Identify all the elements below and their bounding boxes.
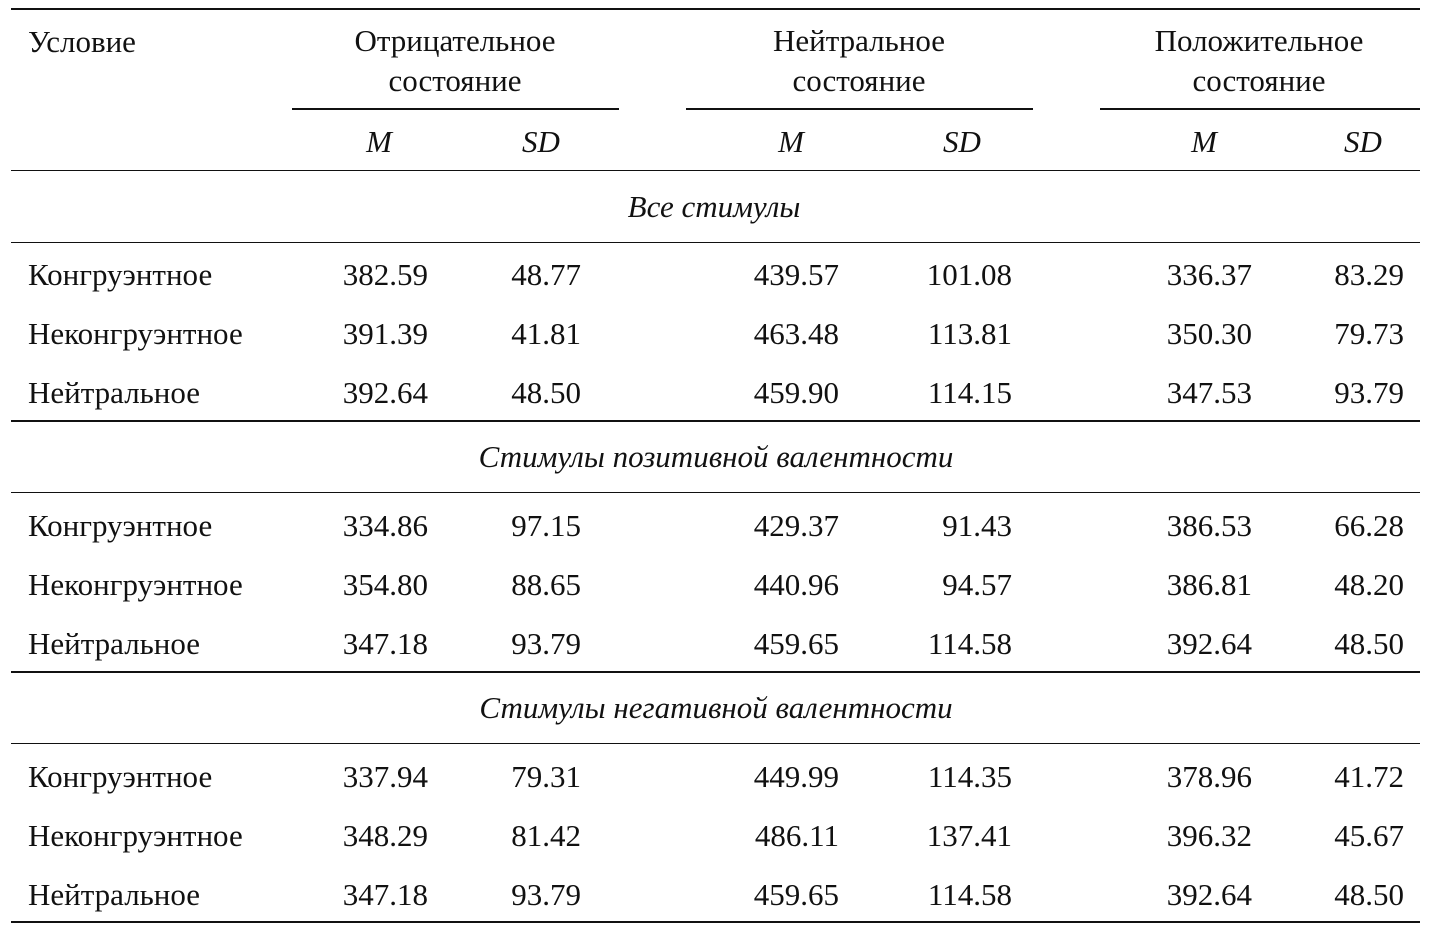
row-label: Нейтральное xyxy=(28,626,201,661)
sd-cell: 66.28 xyxy=(1334,508,1404,543)
group-header-line: состояние xyxy=(1192,63,1326,98)
sd-cell: 94.57 xyxy=(942,567,1012,602)
sd-cell: 114.15 xyxy=(927,375,1012,410)
mean-cell: 440.96 xyxy=(753,567,839,602)
sd-cell: 88.65 xyxy=(511,567,581,602)
group-header-line: Отрицательное xyxy=(354,23,556,58)
sd-cell: 93.79 xyxy=(1334,375,1404,410)
mean-cell: 459.65 xyxy=(753,626,839,661)
row-label: Конгруэнтное xyxy=(28,508,213,543)
sd-column-header: SD xyxy=(1344,124,1382,159)
header-bottom-rule xyxy=(11,170,1420,171)
section-title: Стимулы позитивной валентности xyxy=(478,439,954,474)
sd-cell: 79.73 xyxy=(1334,316,1404,351)
mean-cell: 354.80 xyxy=(342,567,428,602)
sd-cell: 137.41 xyxy=(926,818,1012,853)
m-column-header: M xyxy=(1191,124,1217,159)
mean-cell: 486.11 xyxy=(754,818,839,853)
mean-cell: 334.86 xyxy=(342,508,428,543)
mean-cell: 439.57 xyxy=(753,257,839,292)
row-label: Неконгруэнтное xyxy=(28,567,243,602)
mean-cell: 449.99 xyxy=(753,759,839,794)
sd-cell: 41.72 xyxy=(1334,759,1404,794)
bottom-rule xyxy=(11,921,1420,923)
mean-cell: 382.59 xyxy=(342,257,428,292)
sd-cell: 45.67 xyxy=(1334,818,1404,853)
group-header-positive xyxy=(1155,21,1364,101)
mean-cell: 350.30 xyxy=(1166,316,1252,351)
mean-cell: 378.96 xyxy=(1166,759,1252,794)
top-rule xyxy=(11,8,1420,10)
mean-cell: 429.37 xyxy=(753,508,839,543)
section-rule xyxy=(11,242,1420,243)
mean-cell: 392.64 xyxy=(1166,877,1252,912)
mean-cell: 459.65 xyxy=(753,877,839,912)
sd-cell: 114.58 xyxy=(927,877,1012,912)
sd-cell: 48.20 xyxy=(1334,567,1404,602)
sd-cell: 91.43 xyxy=(942,508,1012,543)
row-label: Неконгруэнтное xyxy=(28,316,243,351)
group-underline-positive xyxy=(1100,108,1420,110)
group-header-negative xyxy=(354,21,555,101)
sd-cell: 114.58 xyxy=(927,626,1012,661)
row-label: Нейтральное xyxy=(28,375,201,410)
sd-column-header: SD xyxy=(943,124,981,159)
mean-cell: 386.81 xyxy=(1166,567,1252,602)
sd-column-header: SD xyxy=(522,124,560,159)
sd-cell: 48.77 xyxy=(511,257,581,292)
sd-cell: 113.81 xyxy=(927,316,1012,351)
row-label: Нейтральное xyxy=(28,877,201,912)
group-underline-negative xyxy=(292,108,619,110)
mean-cell: 347.18 xyxy=(342,626,428,661)
section-rule xyxy=(11,420,1420,422)
group-header-line: Положительное xyxy=(1154,23,1364,58)
sd-cell: 93.79 xyxy=(511,877,581,912)
mean-cell: 391.39 xyxy=(342,316,428,351)
mean-cell: 459.90 xyxy=(753,375,839,410)
sd-cell: 97.15 xyxy=(511,508,581,543)
condition-header: Условие xyxy=(28,24,136,59)
mean-cell: 337.94 xyxy=(342,759,428,794)
section-rule xyxy=(11,671,1420,673)
row-label: Неконгруэнтное xyxy=(28,818,243,853)
row-label: Конгруэнтное xyxy=(28,759,213,794)
mean-cell: 336.37 xyxy=(1166,257,1252,292)
mean-cell: 463.48 xyxy=(753,316,839,351)
mean-cell: 392.64 xyxy=(1166,626,1252,661)
section-title: Все стимулы xyxy=(627,189,801,224)
sd-cell: 93.79 xyxy=(511,626,581,661)
mean-cell: 347.18 xyxy=(342,877,428,912)
sd-cell: 48.50 xyxy=(1334,877,1404,912)
mean-cell: 348.29 xyxy=(342,818,428,853)
section-rule xyxy=(11,492,1420,493)
sd-cell: 48.50 xyxy=(1334,626,1404,661)
sd-cell: 79.31 xyxy=(511,759,581,794)
sd-cell: 83.29 xyxy=(1334,257,1404,292)
group-header-neutral xyxy=(773,21,945,101)
m-column-header: M xyxy=(366,124,392,159)
section-rule xyxy=(11,743,1420,744)
group-underline-neutral xyxy=(686,108,1033,110)
m-column-header: M xyxy=(778,124,804,159)
group-header-line: состояние xyxy=(388,63,522,98)
mean-cell: 347.53 xyxy=(1166,375,1252,410)
sd-cell: 81.42 xyxy=(511,818,581,853)
sd-cell: 114.35 xyxy=(927,759,1012,794)
mean-cell: 392.64 xyxy=(342,375,428,410)
mean-cell: 396.32 xyxy=(1166,818,1252,853)
sd-cell: 101.08 xyxy=(926,257,1012,292)
row-label: Конгруэнтное xyxy=(28,257,213,292)
mean-cell: 386.53 xyxy=(1166,508,1252,543)
group-header-line: Нейтральное xyxy=(772,23,946,58)
sd-cell: 41.81 xyxy=(511,316,581,351)
section-title: Стимулы негативной валентности xyxy=(479,690,953,725)
group-header-line: состояние xyxy=(792,63,926,98)
sd-cell: 48.50 xyxy=(511,375,581,410)
